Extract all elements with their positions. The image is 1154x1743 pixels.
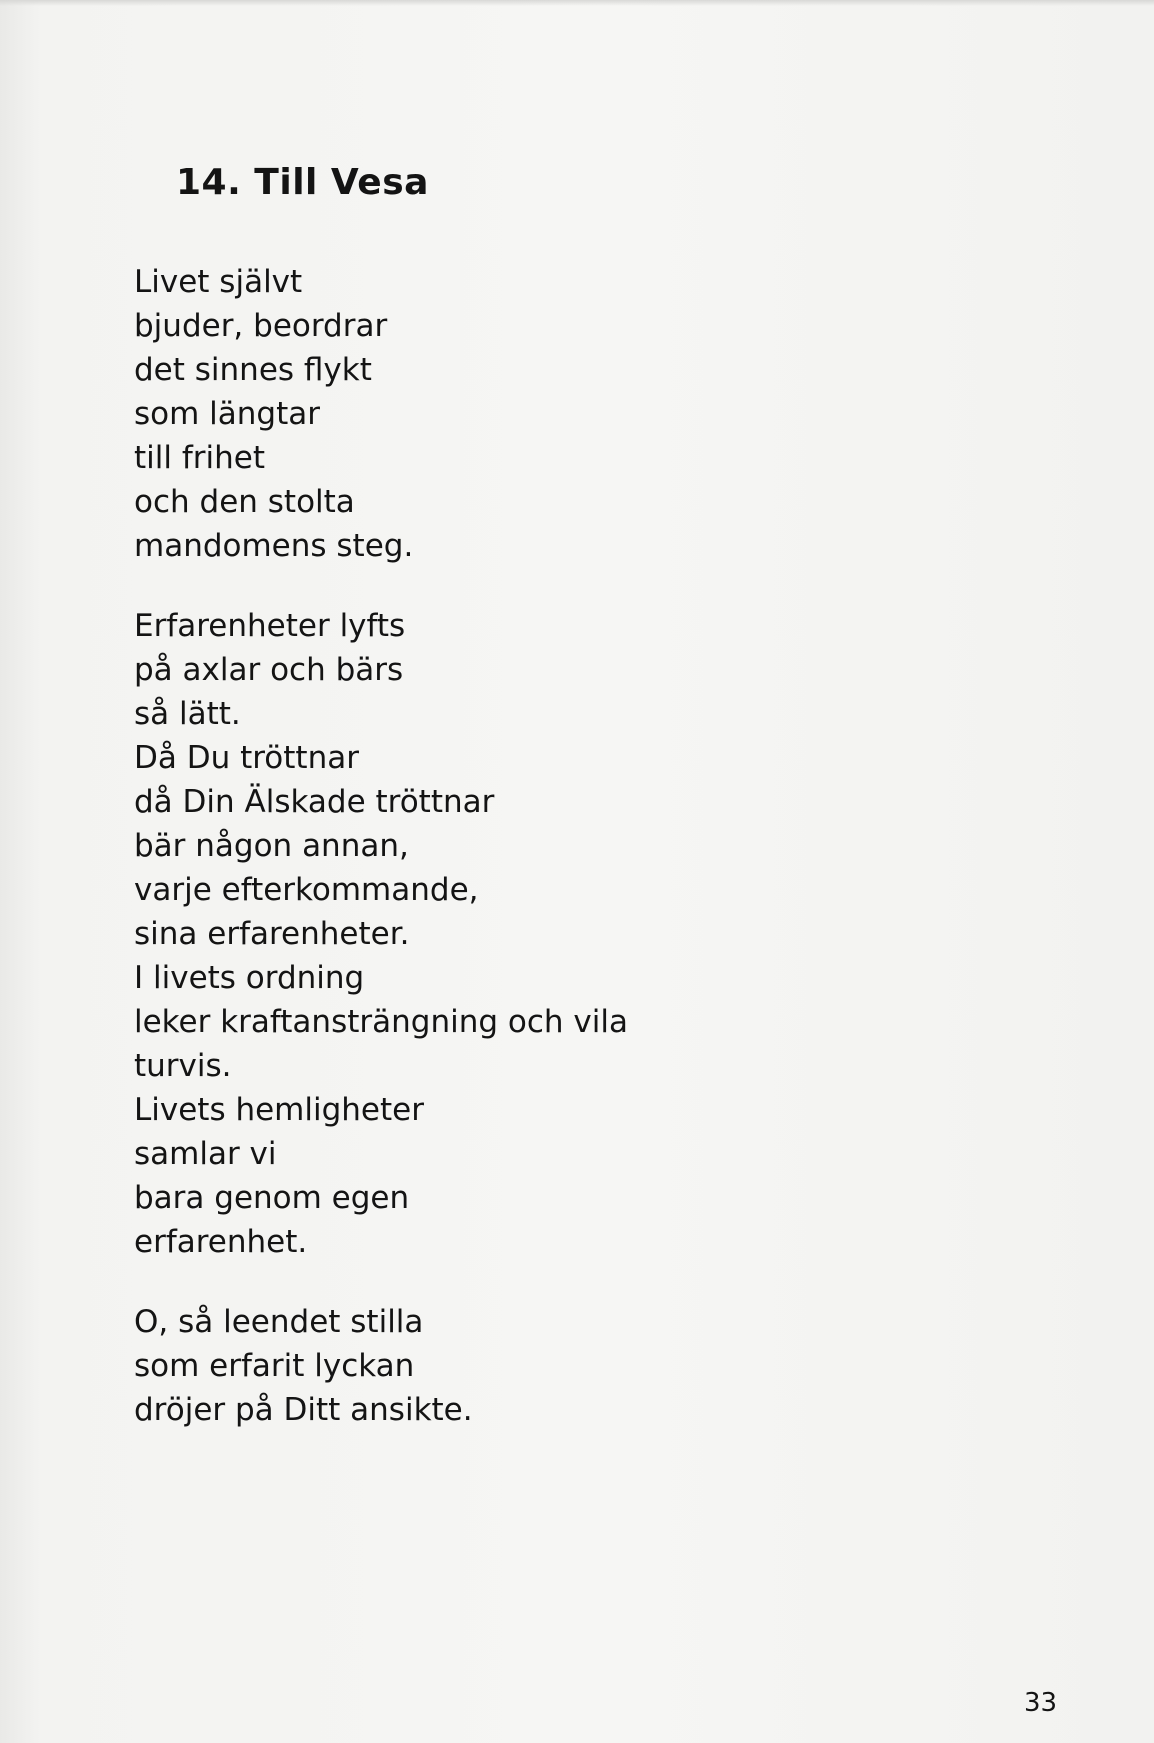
poem-line: samlar vi xyxy=(134,1136,277,1172)
poem-line: turvis. xyxy=(134,1048,232,1084)
poem-line: på axlar och bärs xyxy=(134,652,404,688)
poem-line: som erfarit lyckan xyxy=(134,1348,415,1384)
poem-line: bär någon annan, xyxy=(134,828,409,864)
poem-line: det sinnes flykt xyxy=(134,352,372,388)
page-top-edge xyxy=(0,0,1154,6)
poem-body xyxy=(134,260,894,1432)
poem-line: Då Du tröttnar xyxy=(134,740,359,776)
stanza-2 xyxy=(134,604,894,1264)
page-number: 33 xyxy=(1024,1688,1058,1718)
poem-line: O, så leendet stilla xyxy=(134,1304,424,1340)
poem-line: I livets ordning xyxy=(134,960,365,996)
poem-line: bara genom egen xyxy=(134,1180,410,1216)
poem-line: varje efterkommande, xyxy=(134,872,479,908)
poem-line: då Din Älskade tröttnar xyxy=(134,784,495,820)
poem-line: mandomens steg. xyxy=(134,528,414,564)
poem-line: sina erfarenheter. xyxy=(134,916,410,952)
poem-line: bjuder, beordrar xyxy=(134,308,388,344)
poem-line: Livets hemligheter xyxy=(134,1092,424,1128)
poem-title: 14. Till Vesa xyxy=(176,162,429,203)
poem-line: så lätt. xyxy=(134,696,241,732)
stanza-3 xyxy=(134,1300,894,1432)
poem-line: leker kraftansträngning och vila xyxy=(134,1004,628,1040)
poem-line: och den stolta xyxy=(134,484,355,520)
poem-line: till frihet xyxy=(134,440,265,476)
poem-line: dröjer på Ditt ansikte. xyxy=(134,1392,473,1428)
poem-line: erfarenhet. xyxy=(134,1224,308,1260)
poem-line: Erfarenheter lyfts xyxy=(134,608,406,644)
poem-line: som längtar xyxy=(134,396,320,432)
poem-line: Livet självt xyxy=(134,264,303,300)
stanza-1 xyxy=(134,260,894,568)
